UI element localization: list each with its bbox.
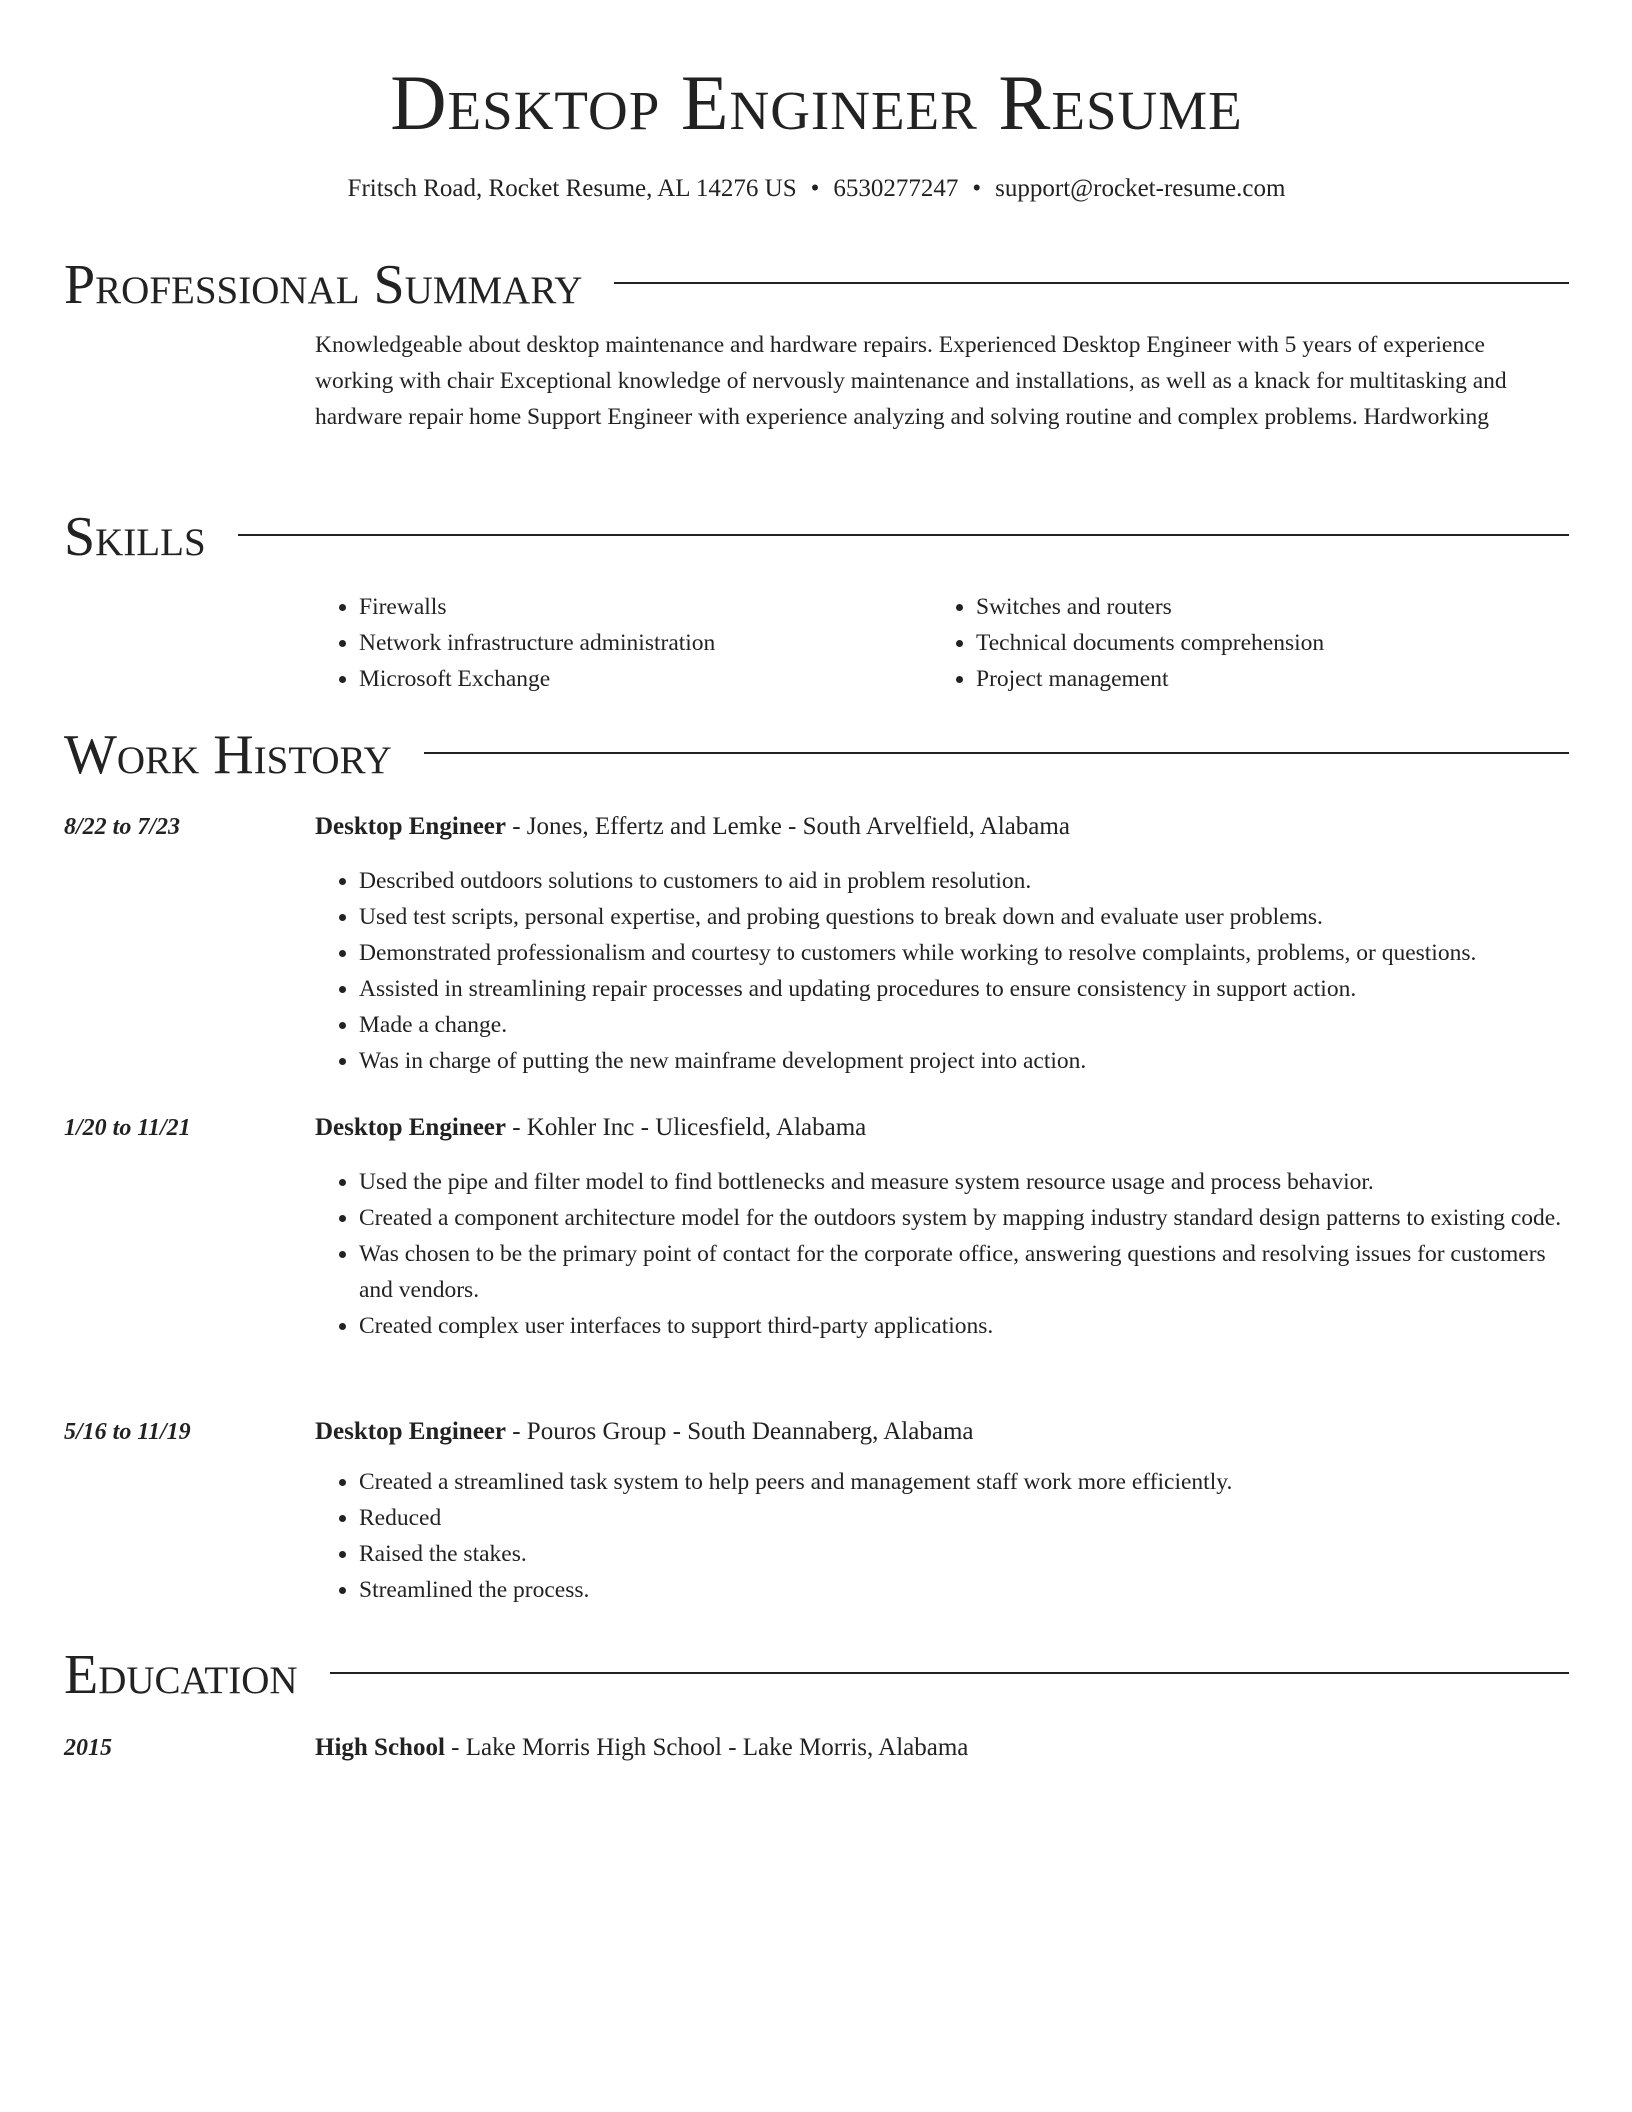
- skills-section: [64, 505, 1569, 697]
- job-bullet: • Made a change.: [359, 1007, 1569, 1043]
- job-bullet: • Used the pipe and filter model to find bottlenecks and measure system resource usage and process behavior.: [359, 1164, 1569, 1200]
- job-header: [64, 1110, 1569, 1146]
- job-bullet: • Created a component architecture model for the outdoors system by mapping industry standard design patterns to existing code.: [359, 1200, 1569, 1236]
- job-heading: [315, 1414, 974, 1450]
- job-title: Desktop Engineer: [315, 813, 506, 840]
- education-entry: [64, 1730, 1569, 1766]
- job-entry: [64, 1414, 1569, 1608]
- skills-grid: [315, 589, 1569, 697]
- job-bullet: • Described outdoors solutions to customers to aid in problem resolution.: [359, 863, 1569, 899]
- education-title: Education: [64, 1644, 298, 1706]
- job-dates: 5/16 to 11/19: [64, 1419, 191, 1445]
- job-details: - Pouros Group - South Deannaberg, Alabama: [505, 1418, 974, 1445]
- skill-item: • Network infrastructure administration: [359, 625, 932, 661]
- job-header: [64, 1414, 1569, 1450]
- job-heading: [315, 809, 1070, 845]
- contact-email: support@rocket-resume.com: [995, 175, 1286, 202]
- job-bullet: • Created a streamlined task system to help peers and management staff work more efficiently.: [359, 1464, 1569, 1500]
- job-bullet: • Streamlined the process.: [359, 1572, 1569, 1608]
- section-divider: [330, 1672, 1569, 1674]
- skills-list-right: [932, 589, 1569, 697]
- job-title: Desktop Engineer: [315, 1418, 506, 1445]
- section-divider: [238, 534, 1569, 536]
- job-entry: [64, 1110, 1569, 1344]
- job-bullet: • Assisted in streamlining repair processes and updating procedures to ensure consistency in support action.: [359, 971, 1569, 1007]
- work-title: Work History: [64, 724, 392, 786]
- skills-title: Skills: [64, 506, 206, 568]
- summary-header: [64, 253, 1569, 317]
- summary-text: Knowledgeable about desktop maintenance and hardware repairs. Experienced Desktop Engineer with 5 years of experience working with chair Exceptional knowledge of nervously maintenance and installations, as well as a knack for multitasking and hardware repair home Support Engineer with experience analyzing and solving routine and complex problems. Hardworking: [315, 332, 1507, 430]
- job-bullet: • Was in charge of putting the new mainframe development project into action.: [359, 1043, 1569, 1079]
- resume-page: [64, 0, 1569, 1761]
- contact-line: [64, 172, 1569, 206]
- page-title: Desktop Engineer Resume: [390, 59, 1243, 146]
- summary-section: [64, 253, 1569, 435]
- job-header: [64, 809, 1569, 845]
- job-bullet: • Demonstrated professionalism and courtesy to customers while working to resolve complaints, problems, or questions.: [359, 935, 1569, 971]
- job-bullets: [315, 1164, 1569, 1344]
- summary-title: Professional Summary: [64, 254, 583, 316]
- contact-separator: •: [972, 175, 982, 202]
- job-dates: 1/20 to 11/21: [64, 1115, 191, 1141]
- education-degree: High School: [315, 1734, 445, 1761]
- job-bullets: [315, 863, 1569, 1079]
- contact-separator: •: [810, 175, 820, 202]
- contact-phone: 6530277247: [833, 175, 959, 202]
- section-divider: [424, 752, 1569, 754]
- job-bullet: • Reduced: [359, 1500, 1569, 1536]
- job-dates: 8/22 to 7/23: [64, 814, 181, 840]
- summary-body: [315, 327, 1569, 435]
- skill-item: • Firewalls: [359, 589, 932, 625]
- job-entry: [64, 809, 1569, 1079]
- job-details: - Kohler Inc - Ulicesfield, Alabama: [505, 1114, 867, 1141]
- job-details: - Jones, Effertz and Lemke - South Arvelfield, Alabama: [505, 813, 1070, 840]
- job-title: Desktop Engineer: [315, 1114, 506, 1141]
- contact-address: Fritsch Road, Rocket Resume, AL 14276 US: [347, 175, 797, 202]
- education-details: - Lake Morris High School - Lake Morris, Alabama: [444, 1734, 969, 1761]
- education-heading: [315, 1730, 968, 1766]
- education-header-row: [64, 1730, 1569, 1766]
- education-year: 2015: [64, 1735, 112, 1761]
- job-bullets: [315, 1464, 1569, 1608]
- job-bullet: • Raised the stakes.: [359, 1536, 1569, 1572]
- work-section: [64, 723, 1569, 787]
- work-header: [64, 723, 1569, 787]
- job-bullet: • Used test scripts, personal expertise, and probing questions to break down and evaluate user problems.: [359, 899, 1569, 935]
- skill-item: • Technical documents comprehension: [976, 625, 1569, 661]
- section-divider: [614, 282, 1569, 284]
- skills-list-left: [315, 589, 932, 697]
- skills-header: [64, 505, 1569, 569]
- education-section: [64, 1643, 1569, 1707]
- skill-item: • Switches and routers: [976, 589, 1569, 625]
- job-bullet: • Created complex user interfaces to support third-party applications.: [359, 1308, 1569, 1344]
- job-bullet: • Was chosen to be the primary point of contact for the corporate office, answering questions and resolving issues for customers and vendors.: [359, 1236, 1569, 1308]
- education-header: [64, 1643, 1569, 1707]
- skill-item: • Microsoft Exchange: [359, 661, 932, 697]
- skill-item: • Project management: [976, 661, 1569, 697]
- job-heading: [315, 1110, 866, 1146]
